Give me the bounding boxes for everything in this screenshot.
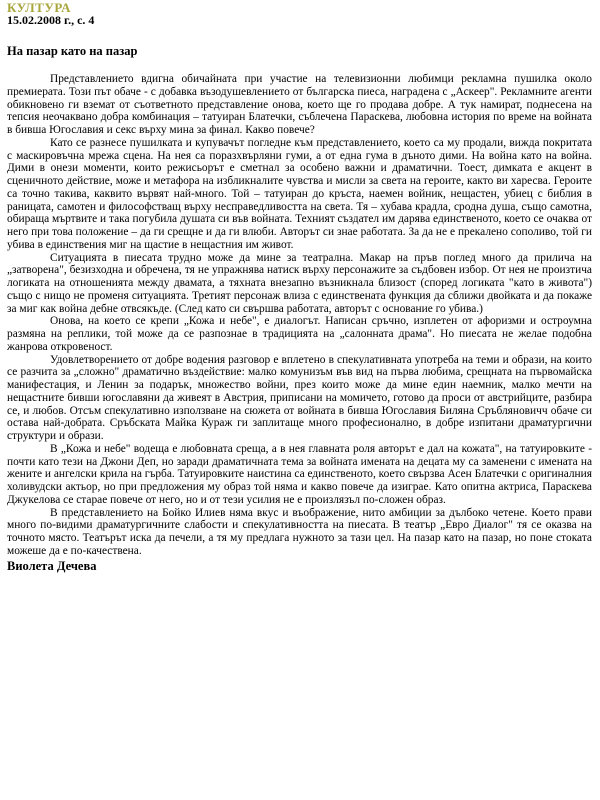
article-paragraph: Онова, на което се крепи „Кожа и небе", е диалогът. Написан сръчно, изплетен от афоризми и остроумна размяна на реплики, той може да се разпознае в традицията на „салонната драма". Но пиесата не желае подобна жанрова откровеност. — [7, 315, 592, 353]
article-paragraph: Като се разнесе пушилката и купувачът погледне към представлението, което са му продали, вижда покритата с маскировъчна мрежа сцена. На нея са поразхвърляни гуми, а от една гума в дъното дими. На война като на война. Дими в онези моменти, които режисьорът е сметнал за особено важни и драматични. Тоест, димката е акцент в сценичното действие, може и метафора на избликналите чувства и мисли за света на героите, както ви харесва. Героите са точно такива, каквито вървят най-много. Той – татуиран до кръста, наемен войник, нещастен, убиец с библия в раницата, самотен и философстващ върху несправедливостта на света. Тя – хубава крадла, сродна душа, също самотна, обираща мъртвите и така погубила душата си във войната. Техният създател им дарява единственото, което се очаква от него при това положение – да ги срещне и да ги влюби. Авторът си знае работата. За да не е прекалено сополиво, той ги убива в единствения миг на щастие в нещастния им живот. — [7, 136, 592, 251]
article-paragraph: В „Кожа и небе" водеща е любовната среща, а в нея главната роля авторът е дал на кожата", на татуировките - почти като тези на Джони Деп, но заради драматичната тема за войната имената на децата му са заменени с имената на жените и ангелски крила на гърба. Татуировките наистина са единственото, което свързва Асен Блатечки с оригиналния холивудски актьор, но при предложения му образ той няма и какво повече да изиграе. Като опитна актриса, Параскева Джукелова се старае повече от него, но и от тези усилия не е произлязъл по-сложен образ. — [7, 442, 592, 506]
section-rubric: КУЛТУРА — [7, 0, 72, 15]
author-byline: Виолета Дечева — [7, 558, 97, 573]
article-paragraph: В представлението на Бойко Илиев няма вкус и въображение, нито амбиции за дълбоко четене. Което прави много по-видими драматургичните слабости и спекулативността на пиесата. В театър „Евро Диалог" тя се оказва на точното място. Театърът иска да печели, а тя му предлага нужното за тази цел. На пазар като на пазар, но поне стоката можеше да е по-качествена. — [7, 506, 592, 557]
article-headline: На пазар като на пазар — [7, 44, 138, 58]
article-body — [7, 73, 592, 558]
article-paragraph: Представлението вдигна обичайната при участие на телевизионни любимци рекламна пушилка около премиерата. Този път обаче - с добавка възодушевлението от българска пиеса, наградена с „Аскеер". Рекламните агенти обикновено ги вземат от съответното представление онова, което ще го продава добре. А тук намират, поднесена на тепсия неочаквано добра комбинация – татуиран Блатечки, съблечена Параскева, любовна история по време на войната в бивша Югославия и секс върху мина за финал. Какво повече? — [7, 73, 592, 136]
article-paragraph: Ситуацията в пиесата трудно може да мине за театрална. Макар на пръв поглед много да прилича на „затворена", безизходна и обречена, тя не упражнява натиск върху персонажите за съдбовен избор. От нея не произтича логиката на отношенията между двамата, а тяхната внезапно възникнала близост (според логиката "като в живота") също с нищо не променя ситуацията. Третият персонаж влиза с единствената функция да сближи двойката и да покаже за миг как война дебне отвсякъде. (След като си свършва работата, авторът с основание го убива.) — [7, 251, 592, 315]
article-paragraph: Удовлетворението от добре водения разговор е вплетено в спекулативната употреба на теми и образи, на които се разчита за „сложно" драматично въздействие: малко комунизъм във вид на първа любима, срещната на първомайска манифестация, и Ленин за подарък, множество войни, през които може да мине един наемник, малко мечти на нещастните бивши югославяни да живеят в Австрия, приписани на момичето, готово да проси от австрийците, разбира се, и любов. Отсъм спекулативно използване на сюжета от войната в бивша Югославия Биляна Сръбляновичч обаче си остава най-добрата. Сръбската Майка Кураж ги заплитаще много професионално, в добре изпитани драматургични структури и образи. — [7, 353, 592, 442]
publication-date-page: 15.02.2008 г., с. 4 — [7, 13, 95, 27]
